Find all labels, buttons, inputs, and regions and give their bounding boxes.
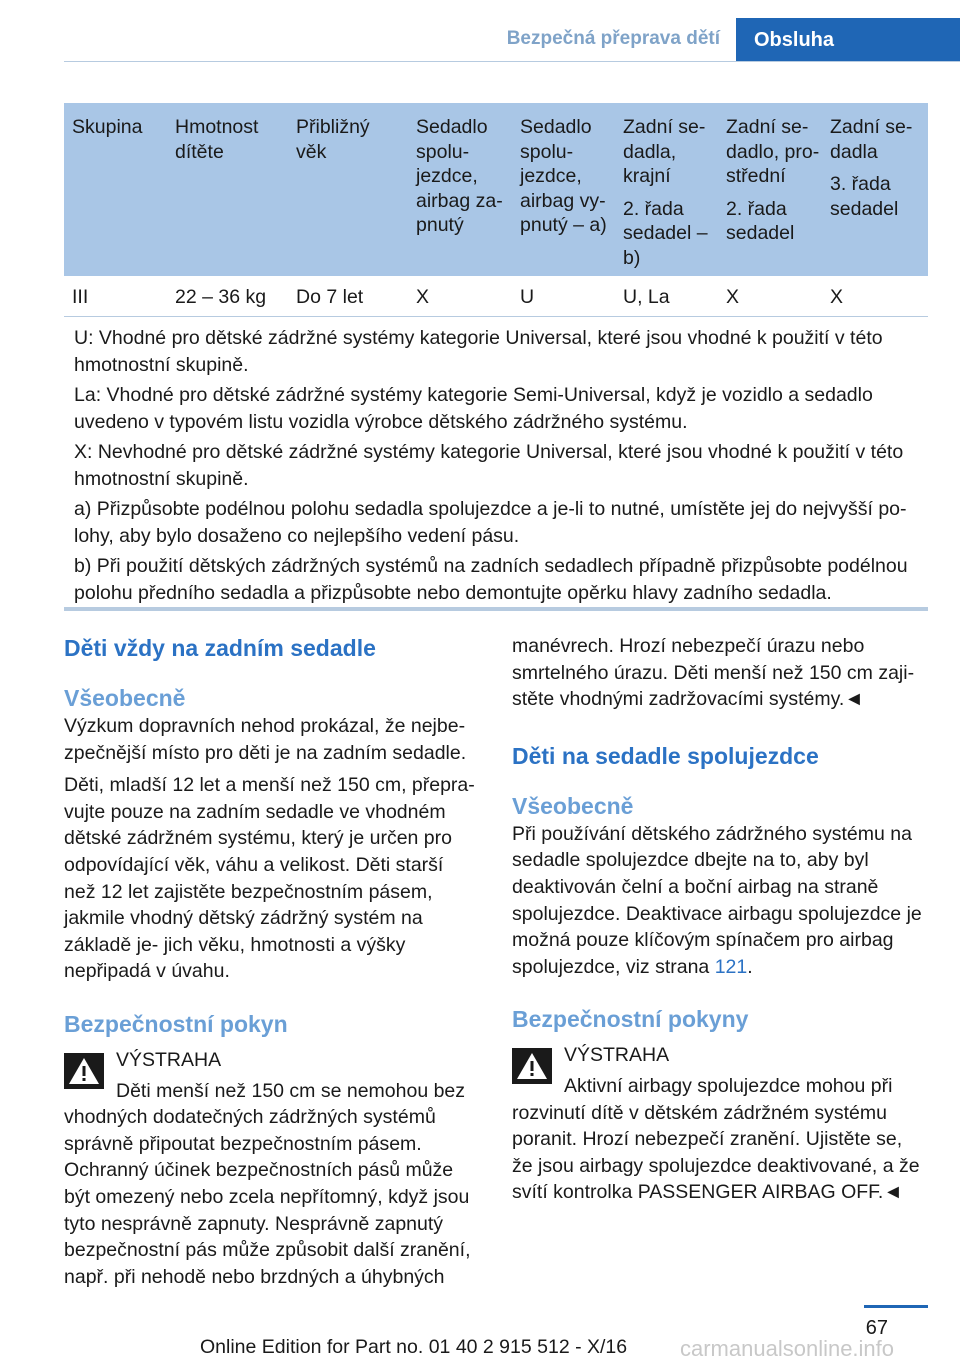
warning-icon [64, 1053, 104, 1089]
subheading-safety-notes: Bezpečnostní pokyny [512, 1006, 749, 1033]
note-la: La: Vhodné pro dětské zádržné systémy kategorie Semi-Universal, když je vozidlo a sedadlo uvedeno v typovém listu vozidla výrobce dětského zádržného systému. [74, 384, 873, 433]
cell: Do 7 let [296, 286, 364, 308]
warning-text: Aktivní airbagy spolujezdce mohou při rozvinutí dítě v dětském zádržném systému poranit. Hrozí nebezpečí zranění. Ujistěte se, že jsou airbagy spolujezdce deaktivované, a že svítí kontrolka PASSENGER AIRBAG OFF.◄ [512, 1074, 920, 1204]
warning-text: Děti menší než 150 cm se nemohou bez vhodných dodatečných zádržných systémů správně připoutat bezpečnostním pásem. Ochranný účinek bezpečnostních pásů může být omezený nebo zcela nepřítomný, když jsou tyto nesprávně zapnuty. Nesprávně zapnutý bezpečnostní pás může způsobit další zranění, např. při nehodě nebo brzdných a úhybných [64, 1079, 471, 1288]
th-airbag-off: Sedadlo spolu- jezdce, airbag vy- pnutý – a) [520, 116, 607, 236]
child-seat-table [64, 103, 928, 610]
subheading-safety-note: Bezpečnostní pokyn [64, 1010, 288, 1037]
cell: U, La [623, 286, 670, 308]
cell: U [520, 286, 535, 308]
header-divider [64, 61, 960, 62]
warning-icon [512, 1048, 552, 1084]
heading-children-rear: Děti vždy na zadním sedadle [64, 635, 376, 661]
cell: 22 – 36 kg [175, 286, 267, 308]
table-header [64, 103, 928, 276]
warning-title: VÝSTRAHA [116, 1048, 222, 1071]
page-link[interactable]: 121 [714, 955, 748, 978]
th-vek: Přibližný věk [296, 116, 370, 163]
th-third-row: Zadní se- dadla 3. řada sedadel [830, 116, 913, 220]
table-row [64, 276, 928, 317]
th-rear-center: Zadní se- dadlo, pro- střední 2. řada sedadel [726, 116, 820, 244]
note-b: b) Při použití dětských zádržných systémů na zadních sedadlech případně přizpůsobte podélnou polohu předního sedadla a přizpůsobte nebo demontujte opěrku hlavy zadního sedadla. [74, 555, 908, 604]
paragraph: manévrech. Hrozí nebezpečí úrazu nebo smrtelného úrazu. Děti menší než 150 cm zaji- stěte vhodnými zadržovacími systémy.◄ [512, 635, 915, 711]
paragraph: Při používání dětského zádržného systému na sedadle spolujezdce dbejte na to, aby byl deaktivován čelní a boční airbag na straně spolujezdce. Deaktivace airbagu spolujezdce je možná pouze klíčovým spínačem pro airbag spolujezdce, viz strana 121. [512, 822, 922, 978]
cell: X [416, 286, 430, 308]
cell: III [72, 286, 89, 308]
subheading-general: Všeobecně [64, 685, 186, 711]
warning-block [64, 1047, 478, 1290]
cell: X [726, 286, 740, 308]
left-column [64, 633, 478, 1290]
paragraph: Děti, mladší 12 let a menší než 150 cm, přepra- vujte pouze na zadním sedadle ve vhodném dětské zádržném systému, který je určen pro odpovídající věk, váhu a velikost. Děti starší než 12 let zajistěte bezpečnostním pásem, jakmile vhodný dětský zádržný systém na základě je- jich věku, hmotnosti a výšky nepřipadá v úvahu. [64, 774, 475, 983]
page-number: 67 [865, 1317, 888, 1339]
note-a: a) Přizpůsobte podélnou polohu sedadla spolujezdce a je-li to nutné, umístěte jej do nejvyšší po- lohy, aby bylo dosaženo co nejlepšího vedení pásu. [74, 498, 907, 547]
table-notes [64, 317, 928, 606]
page-number-bar [864, 1305, 928, 1308]
th-skupina: Skupina [72, 116, 143, 138]
note-x: X: Nevhodné pro dětské zádržné systémy kategorie Universal, které jsou vhodné k použití v této hmotnostní skupině. [74, 441, 904, 490]
footer-edition: Online Edition for Part no. 01 40 2 915 512 - X/16 [200, 1336, 628, 1358]
chapter-tab: Obsluha [736, 18, 960, 62]
cell: X [830, 286, 844, 308]
th-airbag-on: Sedadlo spolu- jezdce, airbag za- pnutý [416, 116, 503, 236]
th-rear-outer: Zadní se- dadla, krajní 2. řada sedadel – b) [623, 116, 708, 269]
section-title: Bezpečná přeprava dětí [506, 28, 720, 49]
right-column [512, 633, 926, 1206]
watermark: carmanualsonline.info [680, 1336, 895, 1361]
heading-children-front: Děti na sedadle spolujezdce [512, 742, 819, 769]
th-hmotnost: Hmotnost dítěte [175, 116, 259, 163]
note-u: U: Vhodné pro dětské zádržné systémy kategorie Universal, které jsou vhodné k použití v této hmotnostní skupině. [74, 327, 883, 376]
paragraph: Výzkum dopravních nehod prokázal, že nejbe- zpečnější místo pro děti je na zadním sedadle. [64, 715, 467, 764]
warning-title: VÝSTRAHA [564, 1044, 670, 1067]
table-bottom-rule [64, 607, 928, 611]
warning-block [512, 1042, 926, 1206]
subheading-general: Všeobecně [512, 792, 634, 819]
page-header [0, 0, 960, 62]
